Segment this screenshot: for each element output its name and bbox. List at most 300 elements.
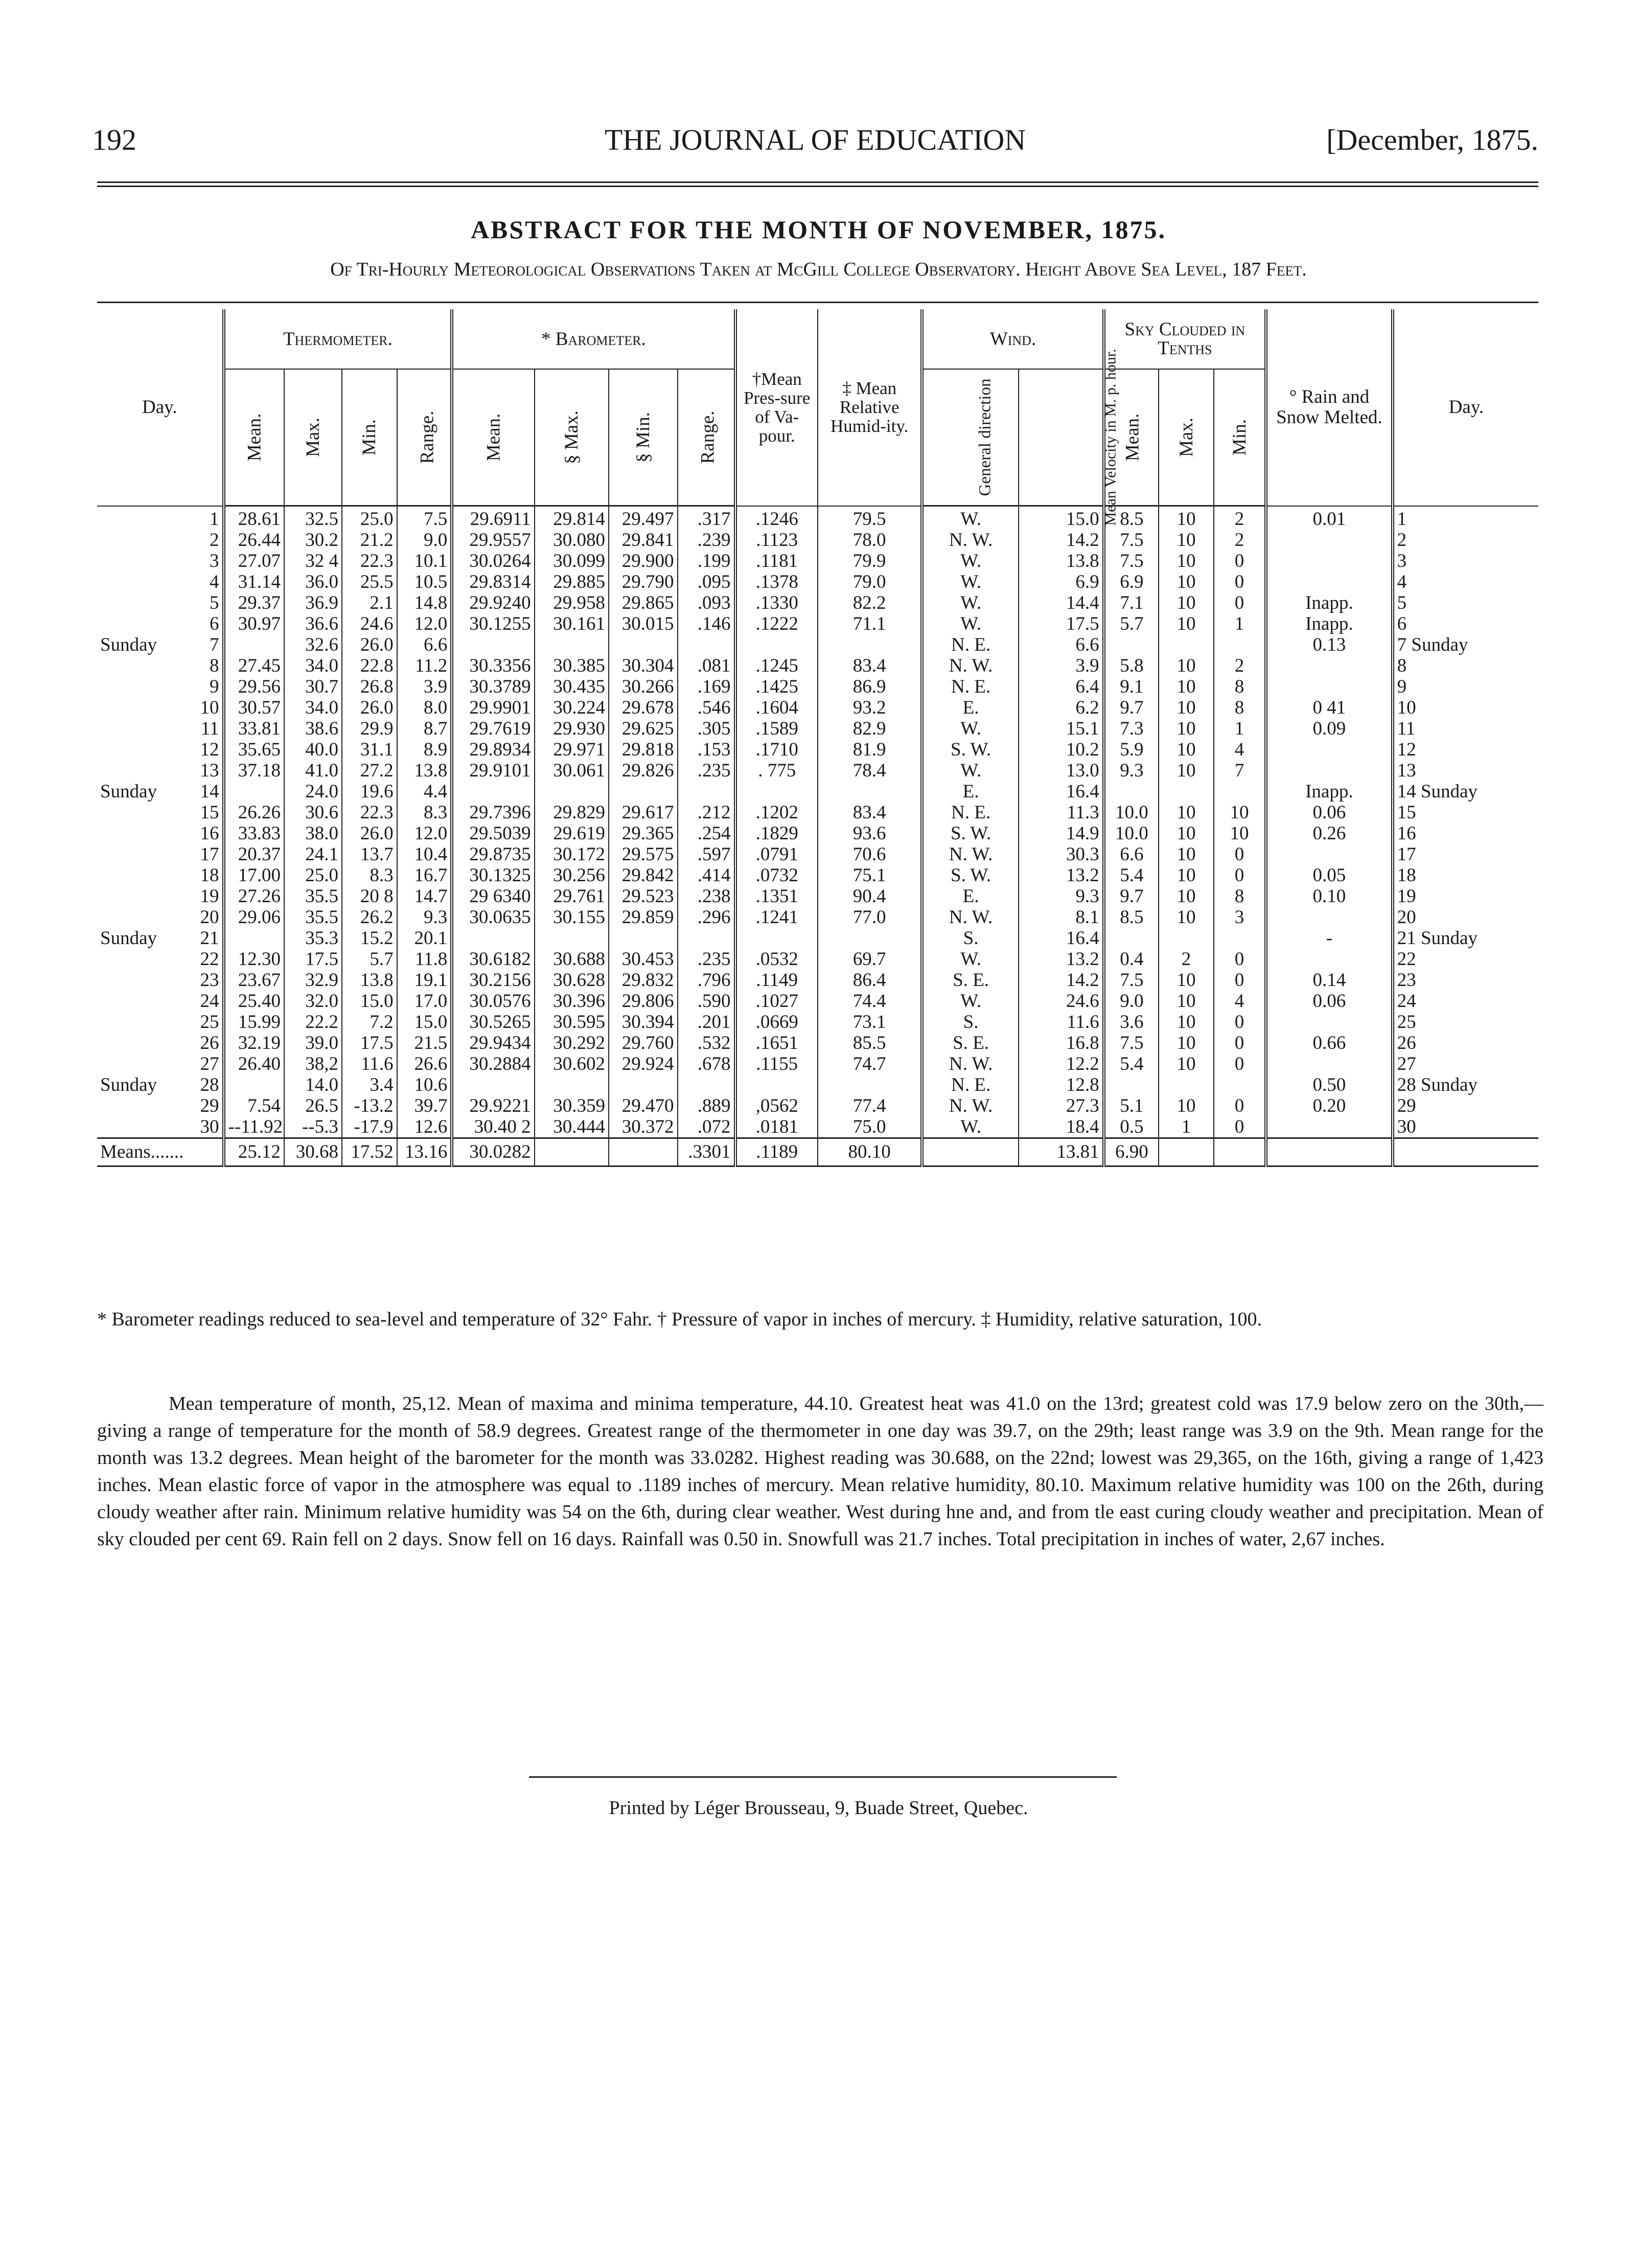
cell-rday: 22 xyxy=(1397,949,1416,970)
cell-max: 36.9 xyxy=(284,592,342,613)
cell-min: 25.5 xyxy=(342,571,397,592)
day-number: 15 xyxy=(200,802,219,823)
cell-bmax: 30.435 xyxy=(535,676,609,697)
cell-max: 38.6 xyxy=(284,718,342,739)
cell-rain: 0.06 xyxy=(1266,991,1393,1012)
cell-smean: 6.9 xyxy=(1104,571,1159,592)
cell-rain: 0.66 xyxy=(1266,1033,1393,1053)
cell-rain xyxy=(1266,530,1393,551)
cell-vel: 10.2 xyxy=(1019,739,1104,760)
cell-brange: .414 xyxy=(678,865,735,886)
cell-smean: 7.5 xyxy=(1104,551,1159,571)
cell-dir: W. xyxy=(922,991,1018,1012)
cell-mean: 17.00 xyxy=(224,865,284,886)
means-range: 13.16 xyxy=(397,1138,452,1166)
cell-range: 3.9 xyxy=(397,676,452,697)
cell-mean: 15.99 xyxy=(224,1012,284,1033)
cell-dir: S. W. xyxy=(922,865,1018,886)
cell-smean: 9.7 xyxy=(1104,886,1159,907)
cell-bmin xyxy=(609,634,678,655)
cell-max: 24.0 xyxy=(284,781,342,802)
cell-smean: 7.1 xyxy=(1104,592,1159,613)
cell-bmean: 30.6182 xyxy=(452,949,534,970)
means-vel: 13.81 xyxy=(1019,1138,1104,1166)
day-number: 6 xyxy=(210,613,219,634)
cell-vel: 16.8 xyxy=(1019,1033,1104,1053)
day-number: 11 xyxy=(200,718,219,739)
cell-range: 8.7 xyxy=(397,718,452,739)
cell-smin: 8 xyxy=(1214,697,1266,718)
cell-max: 39.0 xyxy=(284,1033,342,1053)
cell-brange: .095 xyxy=(678,571,735,592)
cell-min: 15.0 xyxy=(342,991,397,1012)
cell-min: 26.0 xyxy=(342,634,397,655)
cell-rain: 0.05 xyxy=(1266,865,1393,886)
cell-max: 32.0 xyxy=(284,991,342,1012)
table-row xyxy=(97,655,1538,676)
cell-min: 19.6 xyxy=(342,781,397,802)
cell-hum: 79.0 xyxy=(818,571,922,592)
cell-min: 17.5 xyxy=(342,1033,397,1053)
cell-brange: .146 xyxy=(678,613,735,634)
day-cell xyxy=(97,970,224,991)
header-rule-2 xyxy=(97,186,1538,187)
cell-vel: 30.3 xyxy=(1019,844,1104,865)
day-cell xyxy=(97,1116,224,1138)
day-number: 8 xyxy=(210,655,219,676)
cell-smean: 9.3 xyxy=(1104,760,1159,781)
cell-vap xyxy=(735,634,818,655)
cell-min: 7.2 xyxy=(342,1012,397,1033)
cell-rday: 13 xyxy=(1397,760,1416,781)
cell-smin: 1 xyxy=(1214,718,1266,739)
cell-max: 38,2 xyxy=(284,1053,342,1074)
cell-smean: 0.4 xyxy=(1104,949,1159,970)
cell-smin: 0 xyxy=(1214,844,1266,865)
cell-dir: W. xyxy=(922,551,1018,571)
day-cell xyxy=(97,886,224,907)
cell-dir: N. W. xyxy=(922,655,1018,676)
header-sky-mean: Mean. xyxy=(1104,369,1159,506)
cell-bmean: 30.1325 xyxy=(452,865,534,886)
table-row xyxy=(97,781,1538,802)
cell-range: 19.1 xyxy=(397,970,452,991)
cell-rain: 0 41 xyxy=(1266,697,1393,718)
cell-bmax: 29.885 xyxy=(535,571,609,592)
cell-max: 14.0 xyxy=(284,1074,342,1095)
cell-bmin: 30.394 xyxy=(609,1012,678,1033)
cell-hum xyxy=(818,928,922,949)
means-rday xyxy=(1393,1138,1538,1166)
cell-smax: 10 xyxy=(1159,739,1214,760)
cell-dir: N. W. xyxy=(922,844,1018,865)
cell-vel: 6.9 xyxy=(1019,571,1104,592)
cell-min: 2.1 xyxy=(342,592,397,613)
day-cell xyxy=(97,655,224,676)
cell-dir: W. xyxy=(922,571,1018,592)
cell-vap: .0532 xyxy=(735,949,818,970)
observations-table xyxy=(97,309,1538,1167)
monthly-summary: Mean temperature of month, 25,12. Mean of maxima and minima temperature, 44.10. Greatest heat was 41.0 on the 13rd; greatest cold was 17.9 below zero on the 30th,—giving a range of temperature for the month of 58.9 degrees. Greatest range of the thermometer in one day was 39.7, on the 29th; least range was 3.9 on the 9th. Mean range for the month was 13.2 degrees. Mean height of the barometer for the month was 33.0282. Highest reading was 30.688, on the 22nd; lowest was 29,365, on the 16th, giving a range of 1,423 inches. Mean elastic force of vapor in the atmosphere was equal to .1189 inches of mercury. Mean relative humidity, 80.10. Maximum relative humidity was 100 on the 26th, during cloudy weather after rain. Minimum relative humidity was 54 on the 6th, during clear weather. West during hne and, and from tle east curing cloudy weather and precipitation. Mean of sky clouded per cent 69. Rain fell on 2 days. Snow fell on 16 days. Rainfall was 0.50 in. Snowfull was 21.7 inches. Total precipitation in inches of water, 2,67 inches. xyxy=(97,1393,1543,1550)
cell-vap xyxy=(735,781,818,802)
cell-bmin: 29.678 xyxy=(609,697,678,718)
cell-min: 27.2 xyxy=(342,760,397,781)
cell-smin xyxy=(1214,781,1266,802)
cell-smin: 0 xyxy=(1214,970,1266,991)
cell-vap: .1246 xyxy=(735,506,818,530)
cell-bmin: 30.453 xyxy=(609,949,678,970)
cell-bmax: 30.385 xyxy=(535,655,609,676)
day-number: 2 xyxy=(210,530,219,551)
day-cell xyxy=(97,760,224,781)
cell-rday: 5 xyxy=(1397,592,1407,613)
cell-vap: .1241 xyxy=(735,907,818,928)
cell-rain xyxy=(1266,1012,1393,1033)
day-number: 24 xyxy=(200,991,219,1012)
cell-bmin xyxy=(609,781,678,802)
cell-brange: .235 xyxy=(678,949,735,970)
cell-max: 32.9 xyxy=(284,970,342,991)
cell-smean: 9.7 xyxy=(1104,697,1159,718)
cell-smax: 10 xyxy=(1159,697,1214,718)
cell-min: 11.6 xyxy=(342,1053,397,1074)
cell-max: 34.0 xyxy=(284,697,342,718)
cell-smax: 10 xyxy=(1159,1012,1214,1033)
cell-min: 22.3 xyxy=(342,802,397,823)
cell-hum: 71.1 xyxy=(818,613,922,634)
header-wind-direction: General direction xyxy=(922,369,1018,506)
cell-dir: W. xyxy=(922,949,1018,970)
cell-mean: 20.37 xyxy=(224,844,284,865)
means-smin xyxy=(1214,1138,1266,1166)
cell-max: 25.0 xyxy=(284,865,342,886)
cell-max: 40.0 xyxy=(284,739,342,760)
cell-bmax: 30.256 xyxy=(535,865,609,886)
cell-range: 12.0 xyxy=(397,823,452,844)
cell-vel: 14.4 xyxy=(1019,592,1104,613)
day-number: 23 xyxy=(200,970,219,991)
table-row xyxy=(97,907,1538,928)
cell-mean: 29.56 xyxy=(224,676,284,697)
table-row xyxy=(97,844,1538,865)
cell-smax: 10 xyxy=(1159,970,1214,991)
table-row xyxy=(97,697,1538,718)
cell-dir: N. E. xyxy=(922,676,1018,697)
cell-vap: .1149 xyxy=(735,970,818,991)
cell-rday: 8 xyxy=(1397,655,1407,676)
cell-max: 32.5 xyxy=(284,506,342,530)
cell-rday: 17 xyxy=(1397,844,1416,865)
cell-brange: .093 xyxy=(678,592,735,613)
cell-smin: 0 xyxy=(1214,1095,1266,1116)
cell-vel: 12.8 xyxy=(1019,1074,1104,1095)
cell-max: 32 4 xyxy=(284,551,342,571)
cell-smax: 10 xyxy=(1159,718,1214,739)
cell-bmean: 29.9557 xyxy=(452,530,534,551)
cell-mean: 7.54 xyxy=(224,1095,284,1116)
cell-mean: 30.97 xyxy=(224,613,284,634)
cell-dir: S. E. xyxy=(922,1033,1018,1053)
day-number: 10 xyxy=(200,697,219,718)
day-cell xyxy=(97,949,224,970)
cell-vap: .1222 xyxy=(735,613,818,634)
day-number: 25 xyxy=(200,1012,219,1033)
header-humidity: ‡ Mean Relative Humid-ity. xyxy=(818,309,922,506)
header-bar-mean: Mean. xyxy=(452,369,534,506)
cell-smin: 8 xyxy=(1214,886,1266,907)
table-row xyxy=(97,1012,1538,1033)
cell-range: 8.9 xyxy=(397,739,452,760)
day-number: 29 xyxy=(200,1095,219,1116)
cell-bmax xyxy=(535,781,609,802)
cell-smax: 10 xyxy=(1159,676,1214,697)
day-cell xyxy=(97,613,224,634)
cell-vel: 15.1 xyxy=(1019,718,1104,739)
cell-vap: .1425 xyxy=(735,676,818,697)
cell-brange: .546 xyxy=(678,697,735,718)
cell-range: 14.7 xyxy=(397,886,452,907)
cell-vel: 8.1 xyxy=(1019,907,1104,928)
cell-vap: .0732 xyxy=(735,865,818,886)
cell-dir: W. xyxy=(922,718,1018,739)
cell-smean xyxy=(1104,928,1159,949)
cell-smean xyxy=(1104,1074,1159,1095)
cell-max: 35.5 xyxy=(284,886,342,907)
cell-rday: 18 xyxy=(1397,865,1416,886)
day-cell xyxy=(97,718,224,739)
table-row xyxy=(97,551,1538,571)
cell-mean: 31.14 xyxy=(224,571,284,592)
cell-rday: 30 xyxy=(1397,1116,1416,1137)
cell-smean: 9.0 xyxy=(1104,991,1159,1012)
cell-dir: E. xyxy=(922,886,1018,907)
cell-min: 26.2 xyxy=(342,907,397,928)
means-row xyxy=(97,1138,1538,1166)
cell-rday: 21 Sunday xyxy=(1397,928,1478,949)
cell-vel: 12.2 xyxy=(1019,1053,1104,1074)
cell-dir: N. W. xyxy=(922,530,1018,551)
cell-smean: 5.1 xyxy=(1104,1095,1159,1116)
cell-hum: 77.0 xyxy=(818,907,922,928)
cell-vap: .1351 xyxy=(735,886,818,907)
header-rain: ° Rain and Snow Melted. xyxy=(1266,309,1393,506)
day-label: Sunday xyxy=(100,928,157,949)
cell-range: 8.3 xyxy=(397,802,452,823)
cell-smax xyxy=(1159,781,1214,802)
cell-min: 13.7 xyxy=(342,844,397,865)
cell-max: 38.0 xyxy=(284,823,342,844)
day-number: 13 xyxy=(200,760,219,781)
cell-dir: N. W. xyxy=(922,907,1018,928)
day-label: Sunday xyxy=(100,781,157,802)
cell-hum: 85.5 xyxy=(818,1033,922,1053)
cell-range: 4.4 xyxy=(397,781,452,802)
cell-bmean: 29.7619 xyxy=(452,718,534,739)
cell-smin: 4 xyxy=(1214,991,1266,1012)
cell-brange: .532 xyxy=(678,1033,735,1053)
cell-bmax: 30.161 xyxy=(535,613,609,634)
cell-min: 15.2 xyxy=(342,928,397,949)
cell-bmean: 30.40 2 xyxy=(452,1116,534,1138)
cell-hum: 74.7 xyxy=(818,1053,922,1074)
cell-mean: 33.81 xyxy=(224,718,284,739)
cell-bmax: 29.619 xyxy=(535,823,609,844)
cell-brange xyxy=(678,1074,735,1095)
cell-bmean: 29.6911 xyxy=(452,506,534,530)
cell-smin: 0 xyxy=(1214,551,1266,571)
cell-smean: 5.7 xyxy=(1104,613,1159,634)
header-sky: Sky Clouded in Tenths xyxy=(1104,309,1266,369)
table-row xyxy=(97,1095,1538,1116)
cell-dir: S. E. xyxy=(922,970,1018,991)
cell-smean: 7.5 xyxy=(1104,1033,1159,1053)
day-number: 19 xyxy=(200,886,219,907)
cell-brange: .796 xyxy=(678,970,735,991)
cell-bmin: 30.266 xyxy=(609,676,678,697)
cell-rain xyxy=(1266,949,1393,970)
cell-smax: 10 xyxy=(1159,506,1214,530)
cell-vel: 14.2 xyxy=(1019,530,1104,551)
cell-smin: 0 xyxy=(1214,571,1266,592)
means-brange: .3301 xyxy=(678,1138,735,1166)
cell-hum: 86.4 xyxy=(818,970,922,991)
cell-bmin xyxy=(609,1074,678,1095)
cell-rain: 0.13 xyxy=(1266,634,1393,655)
cell-smin xyxy=(1214,634,1266,655)
cell-range: 26.6 xyxy=(397,1053,452,1074)
cell-smean: 5.9 xyxy=(1104,739,1159,760)
cell-rain: Inapp. xyxy=(1266,613,1393,634)
cell-min: 26.0 xyxy=(342,823,397,844)
header-therm-mean: Mean. xyxy=(224,369,284,506)
cell-smin: 2 xyxy=(1214,506,1266,530)
cell-vap: .0669 xyxy=(735,1012,818,1033)
cell-bmean: 29 6340 xyxy=(452,886,534,907)
table-row xyxy=(97,886,1538,907)
cell-hum: 69.7 xyxy=(818,949,922,970)
cell-smax: 10 xyxy=(1159,1033,1214,1053)
cell-smax xyxy=(1159,634,1214,655)
cell-vel: 13.0 xyxy=(1019,760,1104,781)
cell-rain: 0.20 xyxy=(1266,1095,1393,1116)
cell-smax: 10 xyxy=(1159,592,1214,613)
cell-rain xyxy=(1266,655,1393,676)
means-dir xyxy=(922,1138,1018,1166)
cell-smax: 10 xyxy=(1159,823,1214,844)
cell-smean xyxy=(1104,781,1159,802)
cell-smin xyxy=(1214,1074,1266,1095)
cell-hum xyxy=(818,781,922,802)
cell-range: 6.6 xyxy=(397,634,452,655)
cell-range: 17.0 xyxy=(397,991,452,1012)
header-sky-min: Min. xyxy=(1214,369,1266,506)
cell-mean: --11.92 xyxy=(224,1116,284,1138)
cell-max: 30.2 xyxy=(284,530,342,551)
cell-bmean: 29.8735 xyxy=(452,844,534,865)
table-row xyxy=(97,949,1538,970)
cell-bmax: 30.155 xyxy=(535,907,609,928)
cell-range: 9.0 xyxy=(397,530,452,551)
cell-vap xyxy=(735,928,818,949)
cell-bmin xyxy=(609,928,678,949)
cell-max: 41.0 xyxy=(284,760,342,781)
cell-dir: W. xyxy=(922,1116,1018,1138)
cell-range: 15.0 xyxy=(397,1012,452,1033)
day-cell xyxy=(97,530,224,551)
cell-bmax: 30.396 xyxy=(535,991,609,1012)
cell-max: 36.0 xyxy=(284,571,342,592)
issue-date: [December, 1875. xyxy=(1326,123,1538,156)
cell-vap: .1027 xyxy=(735,991,818,1012)
day-number: 22 xyxy=(200,949,219,970)
table-row xyxy=(97,530,1538,551)
printer-imprint: Printed by Léger Brousseau, 9, Buade Street, Quebec. xyxy=(609,1797,1028,1819)
cell-bmin: 30.015 xyxy=(609,613,678,634)
day-number: 7 xyxy=(210,634,219,655)
table-row xyxy=(97,1074,1538,1095)
cell-smin: 3 xyxy=(1214,907,1266,928)
cell-bmax: 30.061 xyxy=(535,760,609,781)
cell-vap xyxy=(735,1074,818,1095)
cell-range: 10.6 xyxy=(397,1074,452,1095)
cell-smean: 6.6 xyxy=(1104,844,1159,865)
cell-vel: 24.6 xyxy=(1019,991,1104,1012)
header-barometer: * Barometer. xyxy=(452,309,735,369)
cell-bmax: 30.602 xyxy=(535,1053,609,1074)
cell-brange: .169 xyxy=(678,676,735,697)
cell-bmean xyxy=(452,634,534,655)
cell-rain xyxy=(1266,760,1393,781)
cell-hum: 93.2 xyxy=(818,697,922,718)
cell-smax: 10 xyxy=(1159,844,1214,865)
cell-range: 11.8 xyxy=(397,949,452,970)
cell-brange: .235 xyxy=(678,760,735,781)
cell-min: 22.8 xyxy=(342,655,397,676)
cell-bmax xyxy=(535,1074,609,1095)
cell-bmean: 29.9901 xyxy=(452,697,534,718)
cell-min: 26.0 xyxy=(342,697,397,718)
cell-brange: .201 xyxy=(678,1012,735,1033)
cell-bmin: 29.497 xyxy=(609,506,678,530)
day-number: 30 xyxy=(200,1116,219,1137)
cell-min: 5.7 xyxy=(342,949,397,970)
day-number: 12 xyxy=(200,739,219,760)
cell-vap: .1245 xyxy=(735,655,818,676)
cell-smax: 10 xyxy=(1159,551,1214,571)
cell-rday: 1 xyxy=(1397,508,1407,530)
day-label: Sunday xyxy=(100,1074,157,1095)
cell-mean: 25.40 xyxy=(224,991,284,1012)
cell-min: 31.1 xyxy=(342,739,397,760)
cell-smin: 7 xyxy=(1214,760,1266,781)
cell-range: 7.5 xyxy=(397,506,452,530)
table-row xyxy=(97,718,1538,739)
day-cell xyxy=(97,1053,224,1074)
cell-bmax: 30.172 xyxy=(535,844,609,865)
cell-brange: .296 xyxy=(678,907,735,928)
cell-mean: 35.65 xyxy=(224,739,284,760)
cell-bmax: 29.958 xyxy=(535,592,609,613)
cell-brange: .199 xyxy=(678,551,735,571)
header-day: Day. xyxy=(97,309,224,506)
cell-range: 8.0 xyxy=(397,697,452,718)
cell-smin: 0 xyxy=(1214,592,1266,613)
cell-mean: 30.57 xyxy=(224,697,284,718)
day-number: 17 xyxy=(200,844,219,865)
cell-bmean xyxy=(452,781,534,802)
cell-hum: 93.6 xyxy=(818,823,922,844)
day-number: 18 xyxy=(200,865,219,886)
